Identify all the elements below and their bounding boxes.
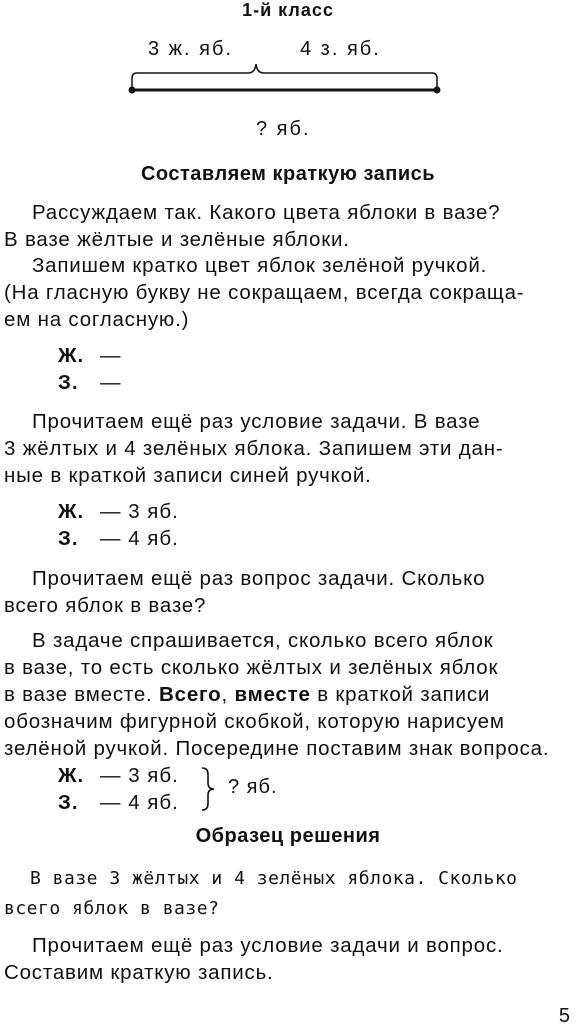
record-line-green: З. — xyxy=(58,371,122,394)
text-line: всего яблок в вазе? xyxy=(4,594,207,617)
text-line: Прочитаем ещё раз условие задачи. В вазе xyxy=(32,410,481,433)
paragraph-condition xyxy=(4,408,570,489)
brace-total-label: ? яб. xyxy=(228,776,278,798)
text-line: В задаче спрашивается, сколько всего яблок xyxy=(32,629,494,652)
paragraph-reasoning xyxy=(4,199,570,253)
section-heading-short-record: Составляем краткую запись xyxy=(140,163,436,185)
page-number: 5 xyxy=(558,1005,570,1027)
record-line-green: З. — 4 яб. xyxy=(58,527,179,550)
short-record-values xyxy=(58,498,179,552)
text-line: Запишем кратко цвет яблок зелёной ручкой. xyxy=(32,254,488,277)
record-line-yellow: Ж. — 3 яб. xyxy=(58,500,179,523)
section-heading-sample-solution: Образец решения xyxy=(195,825,381,847)
segment-line-with-braces xyxy=(120,64,450,104)
text-line: всего яблок в вазе? xyxy=(4,898,220,919)
page-header: 1-й класс xyxy=(242,0,334,20)
paragraph-question xyxy=(4,565,570,619)
paragraph-brace-explanation xyxy=(4,627,570,762)
record-line-green: З. — 4 яб. xyxy=(58,791,179,814)
paragraph-colors xyxy=(4,252,570,333)
short-record-with-brace xyxy=(58,762,179,816)
text-line: (На гласную букву не сокращаем, всегда сокраща- xyxy=(4,281,525,304)
total-segment-label: ? яб. xyxy=(256,118,311,140)
record-line-yellow: Ж. — xyxy=(58,344,122,367)
record-line-yellow: Ж. — 3 яб. xyxy=(58,764,179,787)
text-line: Составим краткую запись. xyxy=(4,961,274,984)
text-line: в вазе вместе. Всего, вместе в краткой записи xyxy=(4,683,491,706)
right-segment-label: 4 з. яб. xyxy=(300,38,381,60)
text-line: ные в краткой записи синей ручкой. xyxy=(4,464,372,487)
paragraph-reread xyxy=(4,932,570,986)
task-statement xyxy=(4,864,518,924)
text-line: Прочитаем ещё раз вопрос задачи. Сколько xyxy=(32,567,486,590)
left-segment-label: 3 ж. яб. xyxy=(148,38,234,60)
text-line: Прочитаем ещё раз условие задачи и вопрос. xyxy=(32,934,504,957)
text-line: обозначим фигурной скобкой, которую нарисуем xyxy=(4,710,505,733)
text-line: В вазе жёлтые и зелёные яблоки. xyxy=(4,228,350,251)
text-line: Рассуждаем так. Какого цвета яблоки в вазе? xyxy=(32,201,501,224)
text-line: в вазе, то есть сколько жёлтых и зелёных яблок xyxy=(4,656,499,679)
text-line: 3 жёлтых и 4 зелёных яблока. Запишем эти дан- xyxy=(4,437,504,460)
curly-brace-icon xyxy=(198,766,220,812)
text-line: В вазе 3 жёлтых и 4 зелёных яблока. Сколько xyxy=(30,868,518,889)
short-record-empty xyxy=(58,342,122,396)
text-line: зелёной ручкой. Посередине поставим знак вопроса. xyxy=(4,737,550,760)
text-line: ем на согласную.) xyxy=(4,308,190,331)
